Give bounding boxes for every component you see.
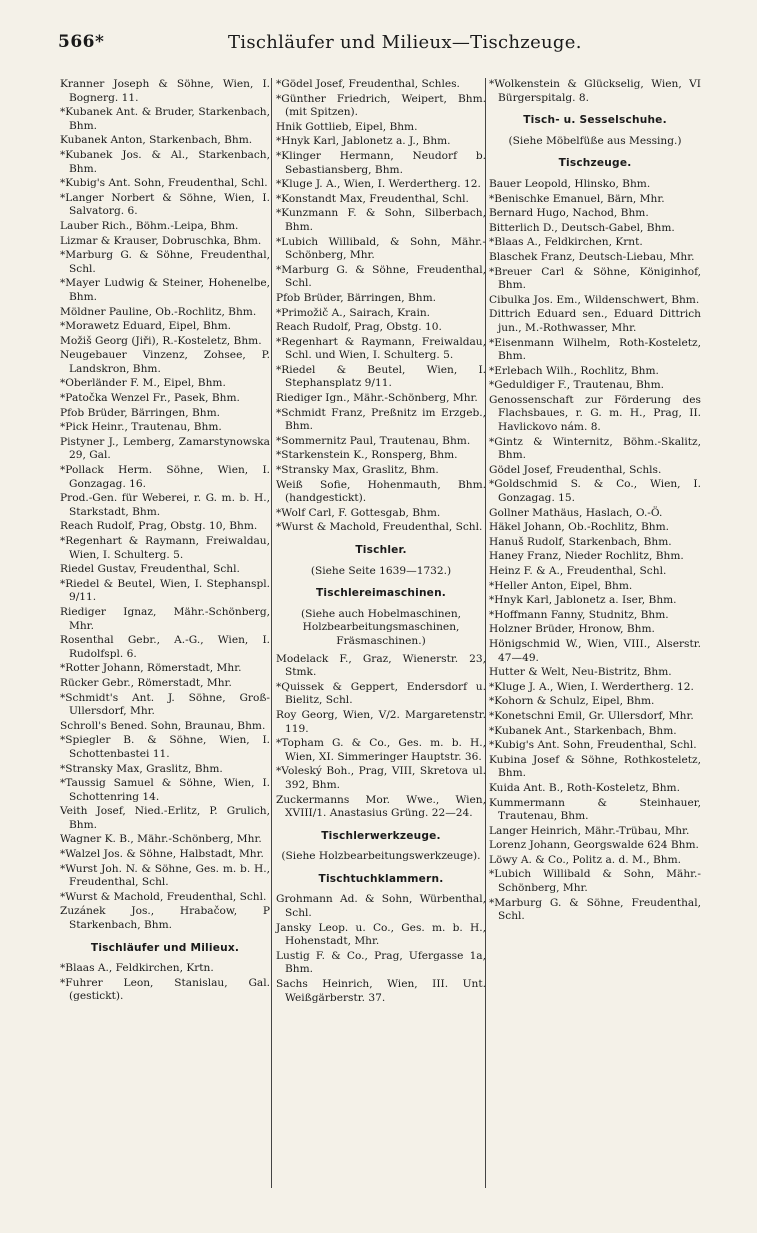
directory-entry: Grohmann Ad. & Sohn, Würbenthal, Schl. — [276, 893, 486, 920]
directory-entry: Hanuš Rudolf, Starkenbach, Bhm. — [489, 535, 672, 548]
directory-entry: *Taussig Samuel & Söhne, Wien, I. Schottenring 14. — [60, 777, 270, 803]
directory-entry: Reach Rudolf, Prag, Obstg. 10, Bhm. — [60, 520, 258, 533]
directory-entry: Sachs Heinrich, Wien, III. Unt. Weißgärberstr. 37. — [276, 978, 486, 1004]
directory-entry: *Kluge J. A., Wien, I. Werdertherg. 12. — [276, 178, 481, 191]
directory-entry: Pfob Brüder, Bärringen, Bhm. — [276, 291, 437, 304]
directory-entry: *Morawetz Eduard, Eipel, Bhm. — [60, 320, 231, 333]
directory-entry: *Langer Norbert & Söhne, Wien, I. Salvatorg. 6. — [60, 191, 270, 218]
column-middle — [276, 78, 486, 1006]
directory-entry: *Regenhart & Raymann, Freiwaldau, Schl. und Wien, I. Schulterg. 5. — [276, 335, 486, 362]
directory-entry: *Schmidt Franz, Preßnitz im Erzgeb., Bhm. — [276, 406, 486, 433]
directory-entry: *Goldschmid S. & Co., Wien, I. Gonzagag. 15. — [489, 478, 701, 505]
directory-entry: *Kluge J. A., Wien, I. Werdertherg. 12. — [489, 680, 694, 693]
cross-reference-note: (Siehe auch Hobelmaschinen, Holzbearbeitungsmaschinen, Fräsmaschinen.) — [300, 607, 462, 647]
directory-entry: *Benischke Emanuel, Bärn, Mhr. — [489, 192, 665, 205]
directory-entry: *Gödel Josef, Freudenthal, Schles. — [276, 78, 460, 90]
directory-entry: *Gintz & Winternitz, Böhm.-Skalitz, Bhm. — [489, 435, 701, 462]
directory-entry: *Sommernitz Paul, Trautenau, Bhm. — [276, 434, 471, 447]
column-left — [60, 78, 270, 1005]
directory-entry: Bitterlich D., Deutsch-Gabel, Bhm. — [489, 221, 675, 234]
page-title: Tischläufer und Milieux—Tischzeuge. — [228, 32, 582, 53]
directory-entry: Genossenschaft zur Förderung des Flachsbaues, r. G. m. H., Prag, II. Havlickovo nám. 8. — [489, 393, 701, 434]
directory-entry: Holzner Brüder, Hronow, Bhm. — [489, 623, 655, 636]
cross-reference-note: (Siehe Möbelfüße aus Messing.) — [508, 134, 682, 147]
directory-entry: *Schmidt's Ant. J. Söhne, Groß-Ullersdorf, Mhr. — [60, 691, 270, 718]
directory-entry: Cibulka Jos. Em., Wildenschwert, Bhm. — [489, 293, 700, 306]
directory-entry: Hutter & Welt, Neu-Bistritz, Bhm. — [489, 666, 672, 679]
directory-entry: Modelack F., Graz, Wienerstr. 23, Stmk. — [276, 652, 486, 679]
directory-entry: *Kubanek Jos. & Al., Starkenbach, Bhm. — [60, 148, 270, 175]
entry-list — [276, 653, 486, 821]
directory-entry: Zuckermanns Mor. Wwe., Wien, XVIII/1. Anastasius Grüng. 22—24. — [276, 793, 486, 820]
directory-entry: Heinz F. & A., Freudenthal, Schl. — [489, 565, 667, 577]
entry-list — [489, 178, 701, 924]
directory-entry: Kranner Joseph & Söhne, Wien, I. Bognerg. 11. — [60, 78, 270, 104]
directory-entry: Langer Heinrich, Mähr.-Trübau, Mhr. — [489, 824, 690, 837]
directory-entry: *Kohorn & Schulz, Eipel, Bhm. — [489, 695, 655, 708]
directory-entry: *Wurst & Machold, Freudenthal, Schl. — [60, 890, 267, 903]
directory-entry: *Wurst Joh. N. & Söhne, Ges. m. b. H., Freudenthal, Schl. — [60, 862, 270, 889]
directory-entry: *Hoffmann Fanny, Studnitz, Bhm. — [489, 608, 669, 621]
directory-entry: Kuida Ant. B., Roth-Kosteletz, Bhm. — [489, 781, 680, 794]
directory-entry: *Pick Heinr., Trautenau, Bhm. — [60, 421, 222, 434]
directory-entry: Blaschek Franz, Deutsch-Liebau, Mhr. — [489, 250, 695, 263]
directory-entry: Lustig F. & Co., Prag, Ufergasse 1a, Bhm. — [276, 949, 486, 976]
directory-entry: *Regenhart & Raymann, Freiwaldau, Wien, I. Schulterg. 5. — [60, 535, 270, 561]
directory-entry: *Konetschni Emil, Gr. Ullersdorf, Mhr. — [489, 709, 694, 722]
entry-list — [60, 78, 270, 933]
column-right — [489, 78, 701, 925]
directory-entry: Haney Franz, Nieder Rochlitz, Bhm. — [489, 550, 684, 563]
directory-entry: *Marburg G. & Söhne, Freudenthal, Schl. — [60, 249, 270, 275]
directory-entry: *Hnyk Karl, Jablonetz a. Iser, Bhm. — [489, 594, 677, 607]
section-heading-tischtuchklammern: Tischtuchklammern. — [318, 872, 444, 885]
directory-entry: *Wolkenstein & Glückselig, Wien, VI Bürgerspitalg. 8. — [489, 78, 701, 104]
directory-entry: *Starkenstein K., Ronsperg, Bhm. — [276, 449, 458, 462]
directory-entry: *Kubanek Ant. & Bruder, Starkenbach, Bhm. — [60, 106, 270, 132]
directory-entry: Riedel Gustav, Freudenthal, Schl. — [60, 563, 240, 576]
directory-entry: *Mayer Ludwig & Steiner, Hohenelbe, Bhm. — [60, 277, 270, 303]
directory-entry: Löwy A. & Co., Politz a. d. M., Bhm. — [489, 853, 682, 866]
directory-entry: Reach Rudolf, Prag, Obstg. 10. — [276, 321, 442, 334]
directory-entry: *Lubich Willibald & Sohn, Mähr.-Schönberg, Mhr. — [489, 868, 701, 895]
directory-entry: Riediger Ign., Mähr.-Schönberg, Mhr. — [276, 392, 478, 405]
directory-entry: Lauber Rich., Böhm.-Leipa, Bhm. — [60, 219, 239, 232]
directory-entry: *Primožič A., Sairach, Krain. — [276, 306, 431, 319]
cross-reference-note: (Siehe Holzbearbeitungswerkzeuge). — [281, 850, 481, 863]
section-heading-tischlerwerkzeuge: Tischlerwerkzeuge. — [321, 829, 441, 842]
directory-entry: *Walzel Jos. & Söhne, Halbstadt, Mhr. — [60, 848, 264, 861]
directory-entry: *Marburg G. & Söhne, Freudenthal, Schl. — [276, 263, 486, 290]
directory-entry: *Riedel & Beutel, Wien, I. Stephansplatz 9/11. — [276, 363, 486, 390]
directory-entry: *Rotter Johann, Römerstadt, Mhr. — [60, 662, 242, 675]
directory-entry: *Hnyk Karl, Jablonetz a. J., Bhm. — [276, 135, 451, 148]
directory-entry: *Topham G. & Co., Ges. m. b. H., Wien, XI. Simmeringer Hauptstr. 36. — [276, 737, 486, 763]
directory-entry: *Wolf Carl, F. Gottesgab, Bhm. — [276, 506, 441, 519]
directory-entry: *Kunzmann F. & Sohn, Silberbach, Bhm. — [276, 207, 486, 233]
directory-entry: Prod.-Gen. für Weberei, r. G. m. b. H., Starkstadt, Bhm. — [60, 492, 270, 518]
directory-entry: *Voleský Boh., Prag, VIII, Skretova ul. 392, Bhm. — [276, 765, 486, 791]
directory-entry: Neugebauer Vinzenz, Zohsee, P. Landskron, Bhm. — [60, 349, 270, 375]
directory-entry: *Kubig's Ant. Sohn, Freudenthal, Schl. — [489, 739, 697, 752]
column-divider — [271, 78, 272, 1188]
directory-entry: *Stransky Max, Graslitz, Bhm. — [276, 464, 439, 477]
directory-entry: *Patočka Wenzel Fr., Pasek, Bhm. — [60, 392, 240, 405]
directory-entry: *Kubig's Ant. Sohn, Freudenthal, Schl. — [60, 177, 268, 190]
directory-entry: Kubanek Anton, Starkenbach, Bhm. — [60, 134, 253, 147]
directory-entry: Schroll's Bened. Sohn, Braunau, Bhm. — [60, 719, 266, 732]
directory-entry: Rosenthal Gebr., A.-G., Wien, I. Rudolfspl. 6. — [60, 634, 270, 660]
directory-entry: Zuzánek Jos., Hrabačow, P Starkenbach, Bhm. — [60, 905, 270, 932]
directory-entry: Riediger Ignaz, Mähr.-Schönberg, Mhr. — [60, 605, 270, 632]
directory-entry: *Blaas A., Feldkirchen, Krtn. — [60, 962, 214, 975]
directory-entry: *Lubich Willibald, & Sohn, Mähr.-Schönberg, Mhr. — [276, 235, 486, 262]
directory-entry: Wagner K. B., Mähr.-Schönberg, Mhr. — [60, 833, 262, 846]
directory-entry: Häkel Johann, Ob.-Rochlitz, Bhm. — [489, 521, 670, 534]
directory-entry: Roy Georg, Wien, V/2. Margaretenstr. 119. — [276, 708, 486, 735]
directory-entry: *Marburg G. & Söhne, Freudenthal, Schl. — [489, 896, 701, 923]
section-heading-tischlaeufer: Tischläufer und Milieux. — [90, 941, 240, 954]
directory-entry: Möldner Pauline, Ob.-Rochlitz, Bhm. — [60, 305, 257, 318]
directory-entry: Weiß Sofie, Hohenmauth, Bhm. (handgestickt). — [276, 478, 486, 505]
directory-entry: *Pollack Herm. Söhne, Wien, I. Gonzagag. 16. — [60, 464, 270, 490]
directory-entry: *Quissek & Geppert, Endersdorf u. Bielitz, Schl. — [276, 680, 486, 707]
directory-entry: *Wurst & Machold, Freudenthal, Schl. — [276, 521, 483, 534]
directory-entry: Hönigschmid W., Wien, VIII., Alserstr. 47—49. — [489, 637, 701, 664]
directory-entry: Gödel Josef, Freudenthal, Schls. — [489, 463, 662, 476]
directory-entry: *Eisenmann Wilhelm, Roth-Kosteletz, Bhm. — [489, 336, 701, 363]
directory-entry: Dittrich Eduard sen., Eduard Dittrich jun., M.-Rothwasser, Mhr. — [489, 308, 701, 334]
directory-entry: Veith Josef, Nied.-Erlitz, P. Grulich, Bhm. — [60, 805, 270, 831]
directory-entry: *Günther Friedrich, Weipert, Bhm. (mit Spitzen). — [276, 92, 486, 119]
directory-entry: Lizmar & Krauser, Dobruschka, Bhm. — [60, 234, 262, 247]
directory-entry: Pfob Brüder, Bärringen, Bhm. — [60, 406, 221, 419]
entry-list — [276, 893, 486, 1005]
directory-entry: Bauer Leopold, Hlinsko, Bhm. — [489, 177, 651, 190]
section-heading-tisch-sesselschuhe: Tisch- u. Sesselschuhe. — [523, 114, 667, 127]
directory-entry: Pistyner J., Lemberg, Zamarstynowska 29, Gal. — [60, 435, 270, 462]
entry-list — [276, 78, 486, 535]
entry-list — [60, 962, 270, 1004]
directory-entry: *Konstandt Max, Freudenthal, Schl. — [276, 192, 469, 205]
entry-list — [489, 78, 701, 105]
directory-entry: *Erlebach Wilh., Rochlitz, Bhm. — [489, 364, 659, 377]
directory-entry: *Fuhrer Leon, Stanislau, Gal. (gestickt). — [60, 976, 270, 1003]
directory-entry: *Heller Anton, Eipel, Bhm. — [489, 579, 633, 592]
directory-entry: *Kubanek Ant., Starkenbach, Bhm. — [489, 724, 677, 737]
directory-entry: *Klinger Hermann, Neudorf b. Sebastiansberg, Bhm. — [276, 149, 486, 176]
directory-entry: Kummermann & Steinhauer, Trautenau, Bhm. — [489, 796, 701, 823]
cross-reference-note: (Siehe Seite 1639—1732.) — [310, 564, 452, 577]
directory-entry: Bernard Hugo, Nachod, Bhm. — [489, 207, 649, 220]
directory-entry: *Geduldiger F., Trautenau, Bhm. — [489, 379, 664, 392]
section-heading-tischzeuge: Tischzeuge. — [558, 157, 632, 170]
directory-entry: Možiš Georg (Jiři), R.-Kosteletz, Bhm. — [60, 334, 262, 347]
directory-entry: *Blaas A., Feldkirchen, Krnt. — [489, 236, 643, 249]
section-heading-tischler: Tischler. — [355, 544, 407, 556]
directory-entry: Lorenz Johann, Georgswalde 624 Bhm. — [489, 839, 699, 852]
directory-entry: Jansky Leop. u. Co., Ges. m. b. H., Hohenstadt, Mhr. — [276, 921, 486, 948]
directory-entry: Gollner Mathäus, Haslach, O.-Ö. — [489, 506, 663, 519]
directory-entry: *Breuer Carl & Söhne, Königinhof, Bhm. — [489, 265, 701, 292]
section-heading-tischlereimaschinen: Tischlereimaschinen. — [315, 587, 447, 600]
directory-entry: Kubina Josef & Söhne, Rothkosteletz, Bhm. — [489, 753, 701, 780]
directory-entry: Hnik Gottlieb, Eipel, Bhm. — [276, 120, 418, 133]
directory-entry: *Spiegler B. & Söhne, Wien, I. Schottenbastei 11. — [60, 734, 270, 760]
directory-entry: Rücker Gebr., Römerstadt, Mhr. — [60, 676, 232, 689]
directory-entry: *Oberländer F. M., Eipel, Bhm. — [60, 377, 226, 390]
directory-entry: *Stransky Max, Graslitz, Bhm. — [60, 762, 223, 775]
page-number: 566* — [58, 32, 105, 52]
directory-entry: *Riedel & Beutel, Wien, I. Stephanspl. 9/11. — [60, 577, 270, 604]
